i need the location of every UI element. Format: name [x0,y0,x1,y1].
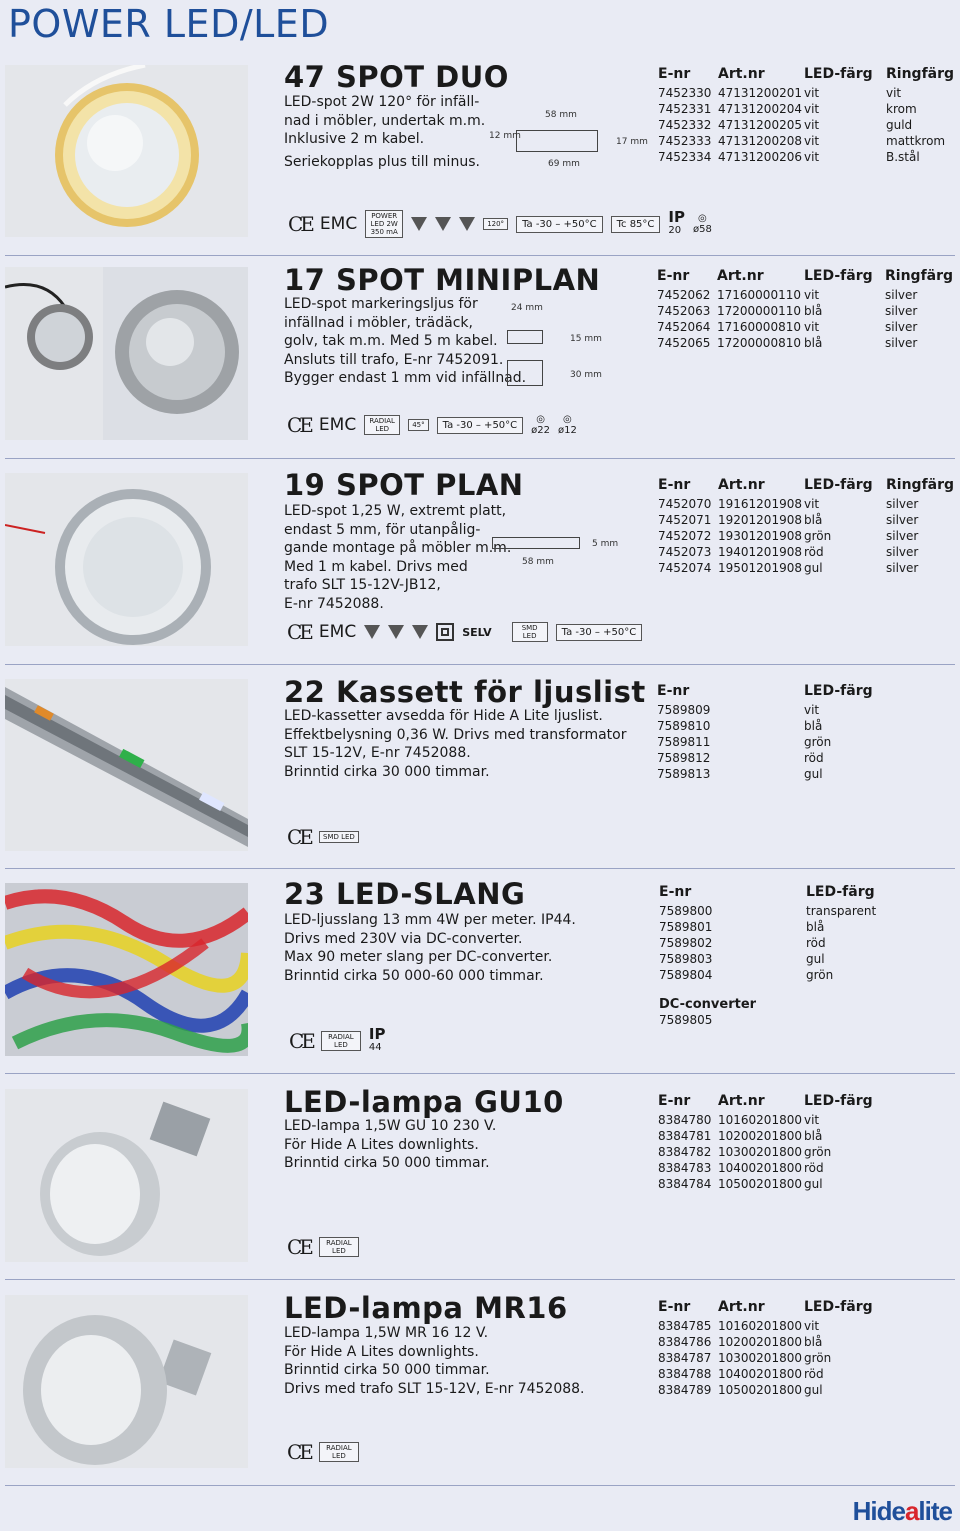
dim-width-label: 58 mm [545,110,577,120]
section-divider [5,458,955,459]
spec-table-spot-miniplan: E-nr Art.nr LED-färg Ringfärg 7452062 17160000110 vit silver 7452063 17200000110 blå silver 7452064 17160000810 vit silver 7452065 17200000810 blå silver [657,268,954,350]
table-row: 7452334 47131200206 vit B.stål [658,150,920,164]
radial-led-box: RADIAL LED [319,1442,359,1462]
table-row: 7589803 gul [659,952,825,966]
furniture-mark-icon [388,625,404,639]
radial-led-box: RADIAL LED [321,1031,361,1051]
certification-row [287,620,642,644]
smd-led-box: SMD LED [319,831,359,843]
section-divider [5,868,955,869]
ce-mark-icon: CE [289,1029,313,1053]
spec-table-gu10: E-nr Art.nr LED-färg 8384780 10160201800 vit 8384781 10200201800 blå 8384782 10300201800 grön 8384783 10400201800 röd 8384784 10500201800 gul [658,1093,873,1191]
beam-angle-icon: 45° [408,419,428,431]
dc-converter-number: 7589805 [659,1013,713,1027]
spec-table-spot-duo: E-nr Art.nr LED-färg Ringfärg 7452330 47131200201 vit vit 7452331 47131200204 vit krom 7452332 47131200205 vit guld 7452333 47131200208 vit mattkrom 7452334 47131200206 vit B.stål [658,66,955,164]
table-row: 7452074 19501201908 gul silver [658,561,919,575]
gu10-lamp-image [5,1089,248,1262]
spec-table-mr16: E-nr Art.nr LED-färg 8384785 10160201800 vit 8384786 10200201800 blå 8384787 10300201800 grön 8384788 10400201800 röd 8384789 10500201800 gul [658,1299,873,1397]
product-description: LED-spot 2W 120° för infäll- nad i möbler, undertak m.m. Inklusive 2 m kabel. Seriekopplas plus till minus. [284,94,486,170]
table-row: 8384786 10200201800 blå [658,1335,823,1349]
table-row: 7452073 19401201908 röd silver [658,545,919,559]
certification-row [287,413,577,437]
emc-label: EMC [318,622,357,642]
brand-logo: Hidealite [852,1496,952,1526]
certification-row [287,825,359,849]
ip-rating: IP 20 [668,208,685,236]
table-row: 7452065 17200000810 blå silver [657,336,918,350]
table-row: 8384782 10300201800 grön [658,1145,832,1159]
product-description: LED-lampa 1,5W GU 10 230 V. För Hide A Lites downlights. Brinntid cirka 50 000 timmar. [284,1118,497,1171]
table-row: 8384781 10200201800 blå [658,1129,823,1143]
dimension-drawing [507,330,543,344]
dim-outer-label: 69 mm [548,159,580,169]
radial-led-box: RADIAL LED [364,415,400,435]
cutout-diameter-icon: ◎ ø58 [692,213,712,235]
product-photo-led-slang [5,883,248,1056]
table-row: 7452072 19301201908 grön silver [658,529,919,543]
dc-converter-label: DC-converter [659,997,757,1012]
ambient-temp-box: Ta -30 – +50°C [556,624,643,641]
table-row: 7589811 grön [657,735,832,749]
product-photo-kassett [5,679,248,851]
furniture-mark-icon [364,625,380,639]
product-photo-spot-plan [5,473,248,646]
product-title: 23 LED-SLANG [284,877,526,911]
product-photo-spot-miniplan [5,267,248,440]
f-mark-icon [459,217,475,231]
spec-table-led-slang: E-nr LED-färg 7589800 transparent 7589801 blå 7589802 röd 7589803 gul 7589804 grön [659,884,877,982]
table-row: 7589802 röd [659,936,826,950]
power-led-box: POWER LED 2W 350 mA [365,210,403,238]
table-row: 7589813 gul [657,767,823,781]
product-title: 22 Kassett för ljuslist [284,675,646,709]
dim-depth-label: 17 mm [616,137,648,147]
table-row: 8384787 10300201800 grön [658,1351,832,1365]
ce-mark-icon: CE [287,620,311,644]
spot-miniplan-image [5,267,248,440]
spec-table-spot-plan: E-nr Art.nr LED-färg Ringfärg 7452070 19161201908 vit silver 7452071 19201201908 blå silver 7452072 19301201908 grön silver 7452073 19401201908 röd silver 7452074 19501201908 gul silver [658,477,955,575]
ce-mark-icon: CE [287,825,311,849]
table-row: 8384788 10400201800 röd [658,1367,824,1381]
table-row: 7452064 17160000810 vit silver [657,320,918,334]
ce-mark-icon: CE [287,413,311,437]
mr16-lamp-image [5,1295,248,1468]
beam-angle-icon: 120° [483,218,508,230]
selv-label: SELV [462,625,492,639]
furniture-mark-icon [411,217,427,231]
product-title: 47 SPOT DUO [284,60,509,94]
section-divider [5,255,955,256]
product-description: LED-kassetter avsedda för Hide A Lite ljuslist. Effektbelysning 0,36 W. Drivs med transformator SLT 15-12V, E-nr 7452088. Brinntid cirka 30 000 timmar. [284,708,627,780]
product-description: LED-lampa 1,5W MR 16 12 V. För Hide A Lites downlights. Brinntid cirka 50 000 timmar. Drivs med trafo SLT 15-12V, E-nr 7452088. [284,1325,585,1397]
table-row: 8384785 10160201800 vit [658,1319,820,1333]
product-description: LED-spot 1,25 W, extremt platt, endast 5 mm, för utanpålig- gande montage på möbler m.m. Med 1 m kabel. Drivs med trafo SLT 15-12V-JB12, E-nr 7452088. [284,503,512,612]
ambient-temp-box: Ta -30 – +50°C [516,216,603,233]
ambient-temp-box: Ta -30 – +50°C [437,417,524,434]
f-mark-icon [412,625,428,639]
table-row: 7452333 47131200208 vit mattkrom [658,134,946,148]
table-row: 8384789 10500201800 gul [658,1383,823,1397]
ce-mark-icon: CE [287,1235,311,1259]
dimension-drawing [507,360,543,386]
section-divider [5,1485,955,1486]
dimension-drawing [516,130,598,152]
dim-label: 30 mm [570,370,602,380]
table-row: 8384780 10160201800 vit [658,1113,820,1127]
table-row: 7452330 47131200201 vit vit [658,86,902,100]
ce-mark-icon: CE [288,212,312,236]
table-row: 7452063 17200000110 blå silver [657,304,918,318]
table-row: 8384784 10500201800 gul [658,1177,823,1191]
emc-label: EMC [318,415,357,435]
table-row: 7589812 röd [657,751,824,765]
product-photo-spot-duo [5,65,248,237]
spot-duo-image [5,65,248,237]
section-divider [5,1279,955,1280]
table-row: 7452331 47131200204 vit krom [658,102,917,116]
section-divider [5,1073,955,1074]
cutout-diameter-icon: ◎ ø12 [558,414,577,436]
double-insulation-icon [436,623,454,641]
table-row: 7589800 transparent [659,904,877,918]
table-row: 7589801 blå [659,920,825,934]
section-divider [5,664,955,665]
certification-row [288,210,712,238]
case-temp-box: Tc 85°C [611,216,661,233]
cutout-diameter-icon: ◎ ø22 [531,414,550,436]
emc-label: EMC [319,214,358,234]
dim-label: 58 mm [522,557,554,567]
led-slang-image [5,883,248,1056]
spec-table-kassett: E-nr LED-färg 7589809 vit 7589810 blå 7589811 grön 7589812 röd 7589813 gul [657,683,873,781]
certification-row [287,1440,359,1464]
table-row: 7452062 17160000110 vit silver [657,288,918,302]
radial-led-box: RADIAL LED [319,1237,359,1257]
table-row: 8384783 10400201800 röd [658,1161,824,1175]
smd-led-box: SMD LED [512,622,548,642]
product-description: LED-ljusslang 13 mm 4W per meter. IP44. Drivs med 230V via DC-converter. Max 90 meter slang per DC-converter. Brinntid cirka 50 000-60 000 timmar. [284,912,576,984]
product-title: 19 SPOT PLAN [284,468,524,502]
product-title: LED-lampa MR16 [284,1291,568,1325]
page-title: POWER LED/LED [8,2,330,46]
dim-label: 24 mm [511,303,543,313]
product-title: 17 SPOT MINIPLAN [284,263,601,297]
product-photo-mr16 [5,1295,248,1468]
product-photo-gu10 [5,1089,248,1262]
dim-label: 5 mm [592,539,619,549]
table-row: 7452071 19201201908 blå silver [658,513,919,527]
furniture-mark-icon [435,217,451,231]
table-row: 7589810 blå [657,719,823,733]
dim-height-label: 12 mm [489,131,521,141]
dimension-drawing [492,537,580,549]
product-description: LED-spot markeringsljus för infällnad i möbler, trädäck, golv, tak m.m. Med 5 m kabel. Ansluts till trafo, E-nr 7452091. Bygger endast 1 mm vid infällnad. [284,296,527,386]
certification-row [289,1027,385,1055]
certification-row [287,1235,359,1259]
ce-mark-icon: CE [287,1440,311,1464]
ip-rating: IP 44 [368,1025,386,1053]
table-row: 7452332 47131200205 vit guld [658,118,913,132]
product-title: LED-lampa GU10 [284,1085,564,1119]
dim-label: 15 mm [570,334,602,344]
table-row: 7589809 vit [657,703,820,717]
spot-plan-image [5,473,248,646]
table-row: 7589804 grön [659,968,834,982]
kassett-image [5,679,248,851]
table-row: 7452070 19161201908 vit silver [658,497,919,511]
